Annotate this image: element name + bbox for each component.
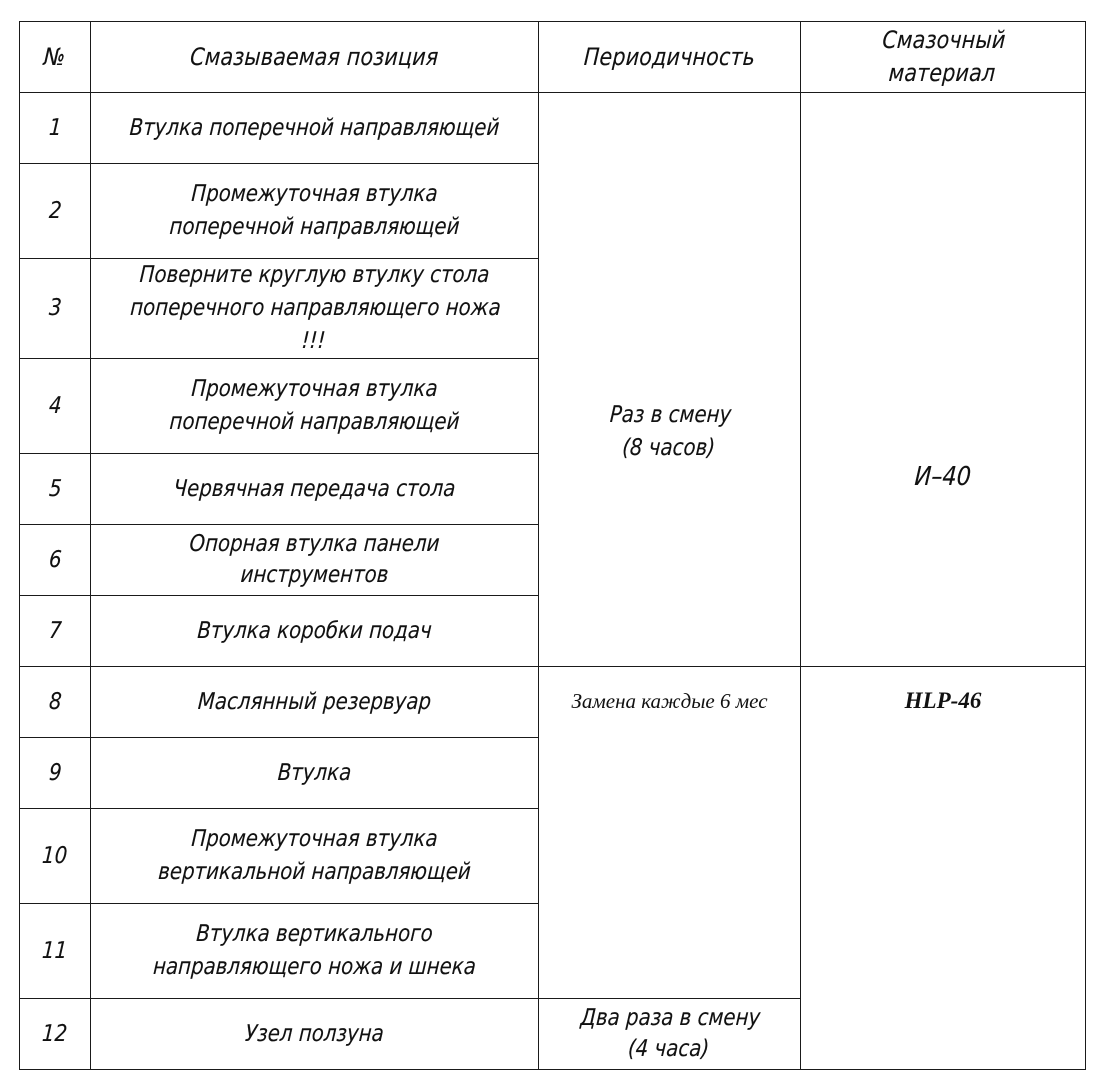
position-cell: Промежуточная втулка поперечной направляющей bbox=[91, 359, 539, 454]
position-cell: Втулка вертикального направляющего ножа и шнека bbox=[91, 904, 539, 999]
row-number-cell: 8 bbox=[20, 667, 91, 738]
table-row bbox=[20, 93, 1086, 164]
position-cell: Маслянный резервуар bbox=[91, 667, 539, 738]
header-periodicity: Периодичность bbox=[539, 22, 801, 93]
periodicity-cell-twice: Два раза в смену (4 часа) bbox=[539, 999, 801, 1070]
table-row bbox=[20, 667, 1086, 738]
row-number-cell: 6 bbox=[20, 525, 91, 596]
row-number-cell: 9 bbox=[20, 738, 91, 809]
header-number: № bbox=[20, 22, 91, 93]
position-cell: Промежуточная втулка поперечной направляющей bbox=[91, 164, 539, 259]
row-number-cell: 3 bbox=[20, 259, 91, 359]
position-cell: Червячная передача стола bbox=[91, 454, 539, 525]
header-position: Смазываемая позиция bbox=[91, 22, 539, 93]
position-cell: Втулка bbox=[91, 738, 539, 809]
position-cell: Узел ползуна bbox=[91, 999, 539, 1070]
material-cell-hlp46: HLP-46 bbox=[801, 667, 1086, 1070]
position-cell: Втулка поперечной направляющей bbox=[91, 93, 539, 164]
periodicity-line2: (8 часов) bbox=[621, 434, 716, 461]
row-number-cell: 11 bbox=[20, 904, 91, 999]
periodicity-line1: Раз в смену bbox=[609, 401, 733, 428]
position-cell: Промежуточная втулка вертикальной направляющей bbox=[91, 809, 539, 904]
position-cell: Опорная втулка панели инструментов bbox=[91, 525, 539, 596]
periodicity-cell-replace: Замена каждые 6 мес bbox=[539, 667, 801, 999]
row-number-cell: 12 bbox=[20, 999, 91, 1070]
table-header-row bbox=[20, 22, 1086, 93]
header-material: Смазочный материал bbox=[801, 22, 1086, 93]
row-number-cell: 10 bbox=[20, 809, 91, 904]
lubrication-table bbox=[19, 21, 1086, 1070]
material-cell-i40: И–40 bbox=[801, 93, 1086, 667]
row-number-cell: 5 bbox=[20, 454, 91, 525]
row-number-cell: 1 bbox=[20, 93, 91, 164]
position-cell: Поверните круглую втулку стола поперечного направляющего ножа !!! bbox=[91, 259, 539, 359]
row-number-cell: 4 bbox=[20, 359, 91, 454]
row-number-cell: 7 bbox=[20, 596, 91, 667]
row-number-cell: 2 bbox=[20, 164, 91, 259]
periodicity-cell-shift bbox=[539, 93, 801, 667]
position-cell: Втулка коробки подач bbox=[91, 596, 539, 667]
